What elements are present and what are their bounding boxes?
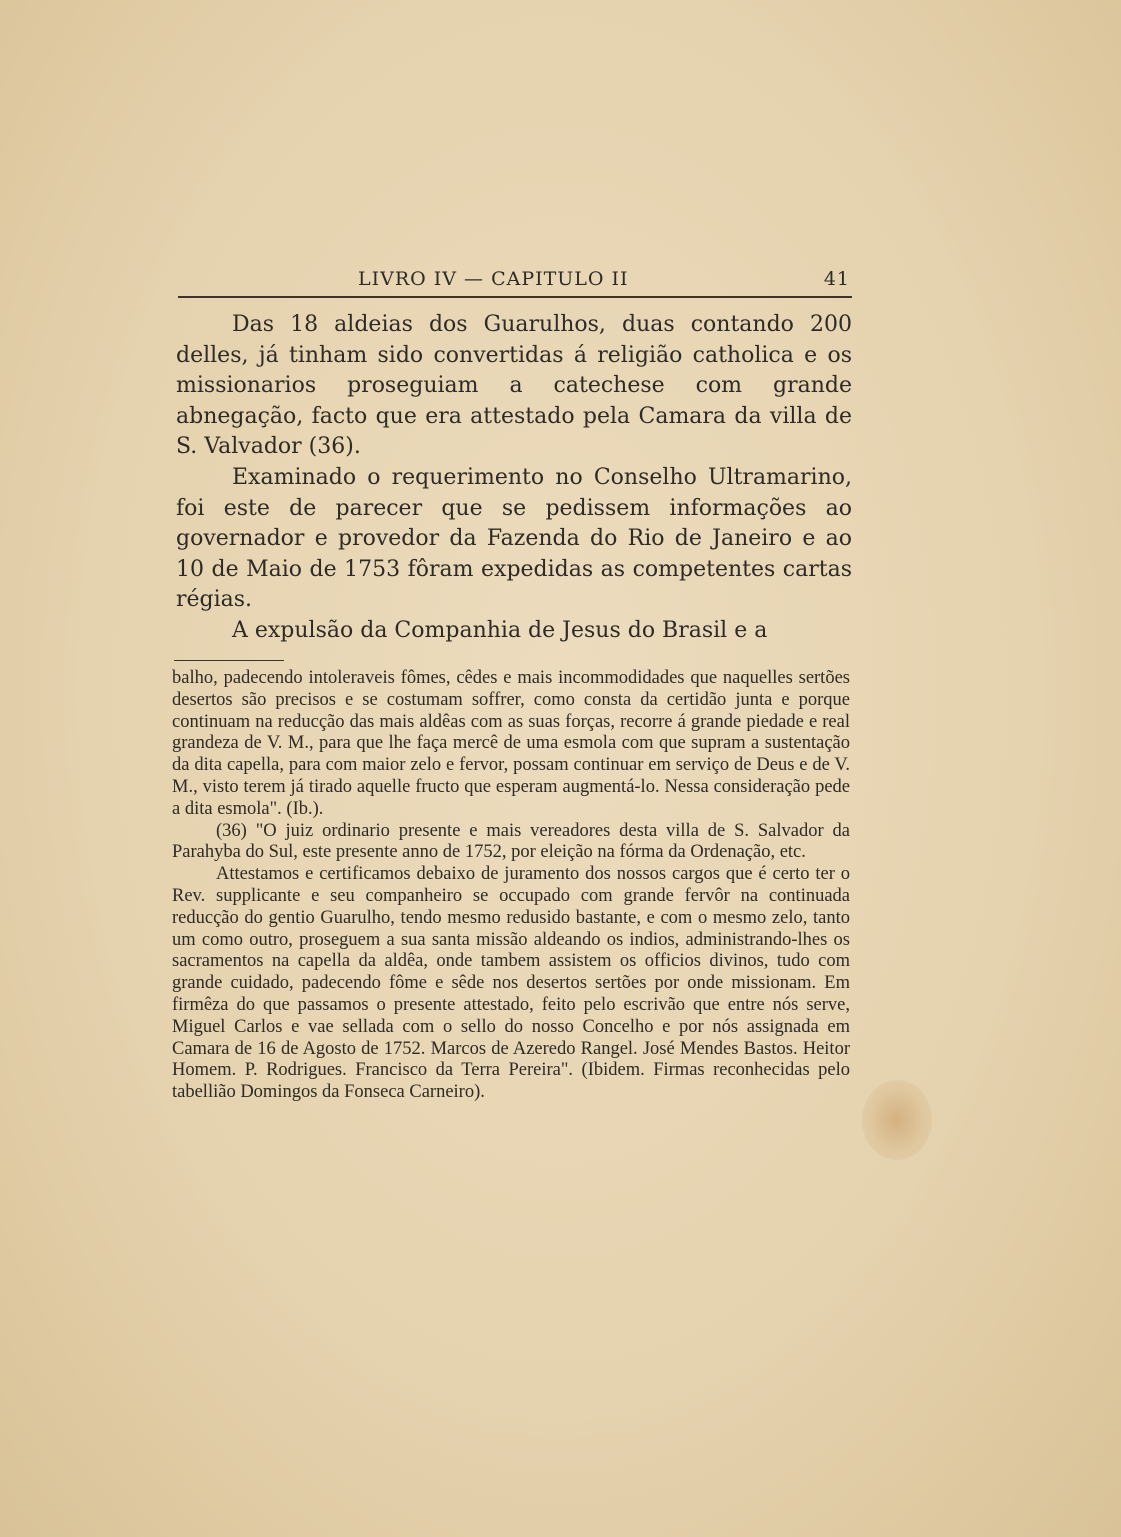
running-title: LIVRO IV — CAPITULO II [358,268,629,290]
body-paragraph: A expulsão da Companhia de Jesus do Brasil e a [232,617,768,643]
footnote-36-body: Attestamos e certificamos debaixo de juramento dos nossos cargos que é certo ter o Rev. supplicante e seu companheiro se occupado com grande fervôr na continuada reducção do gentio Guarulho, tendo mesmo redusido bastante, e com o mesmo zelo, tanto um como outro, proseguem a sua santa missão aldeando os indios, administrando-lhes os sacramentos na capella da aldêa, onde tambem assistem os officios divinos, tudo com grande cuidado, padecendo fôme e sêde nos desertos sertões por onde missionam. Em firmêza do que passamos o presente attestado, feito pelo escrivão que entre nós serve, Miguel Carlos e vae sellada com o sello do nosso Concelho e por nós assignada em Camara de 16 de Agosto de 1752. Marcos de Azeredo Rangel. José Mendes Bastos. Heitor Homem. P. Rodrigues. Francisco da Terra Pereira". (Ibidem. Firmas reconhecidas pelo tabellião Domingos da Fonseca Carneiro). [172,864,850,1103]
page-number: 41 [823,268,850,290]
page-header [178,266,852,298]
body-paragraph: Examinado o requerimento no Conselho Ultramarino, foi este de parecer que se pedissem informações ao governador e provedor da Fazenda do Rio de Janeiro e ao 10 de Maio de 1753 fôram expedidas as competentes cartas régias. [176,464,852,613]
paper-stain [862,1080,932,1160]
main-text [176,310,852,647]
footnotes [172,668,850,1104]
footnote-36-intro: (36) "O juiz ordinario presente e mais vereadores desta villa de S. Salvador da Parahyba do Sul, este presente anno de 1752, por eleição na fórma da Ordenação, etc. [172,820,850,863]
footnote-continuation: balho, padecendo intoleraveis fômes, cêdes e mais incommodidades que naquelles sertões desertos são precisos e se costumam soffrer, como consta da certidão junta e porque continuam na reducção das mais aldêas com as suas forças, recorre á grande piedade e real grandeza de V. M., para que lhe faça mercê de uma esmola com que supram a sustentação da dita capella, para com maior zelo e fervor, possam continuar em serviço de Deus e de V. M., visto terem já tirado aquelle fructo que esperam augmentá-lo. Nessa consideração pede a dita esmola". (Ib.). [172,668,850,819]
footnote-divider [174,660,284,661]
body-paragraph: Das 18 aldeias dos Guarulhos, duas contando 200 delles, já tinham sido convertidas á religião catholica e os missionarios proseguiam a catechese com grande abnegação, facto que era attestado pela Camara da villa de S. Valvador (36). [176,312,852,460]
